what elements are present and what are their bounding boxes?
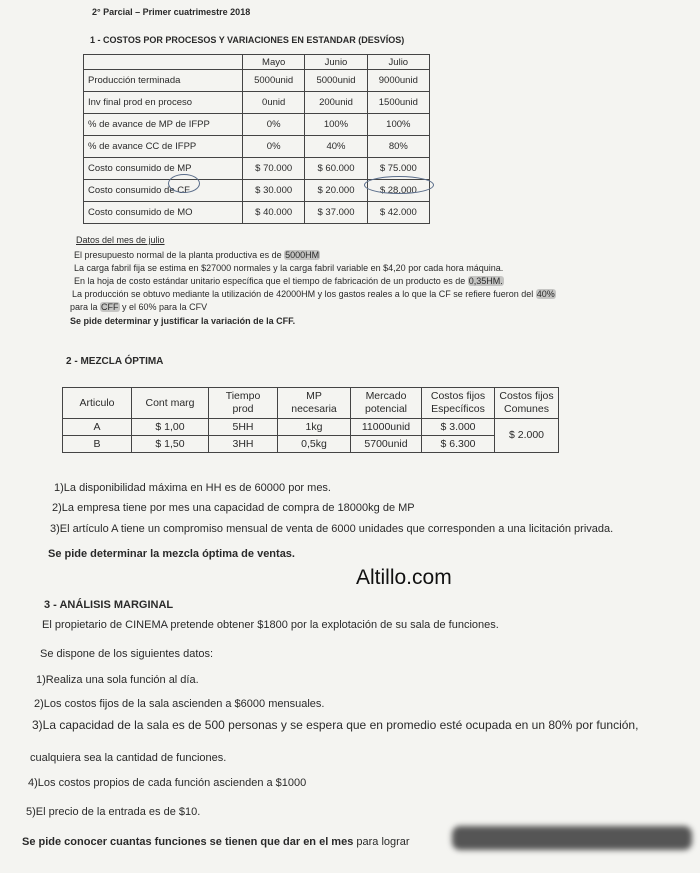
highlighted-value: CFF [101, 302, 119, 312]
header-text: potencial [364, 403, 408, 415]
table-cell: $ 6.300 [422, 436, 495, 453]
section3-intro: El propietario de CINEMA pretende obtener $1800 por la explotación de su sala de funciones. [42, 619, 499, 631]
table-cell: 0% [243, 114, 305, 136]
table-cell: Costo consumido de CF [84, 180, 243, 202]
table-header-cell: Mayo [243, 55, 305, 70]
table-row [63, 436, 559, 453]
optimal-mix-table [62, 387, 559, 453]
table-cell: $ 1,00 [132, 419, 209, 436]
datos-title: Datos del mes de julio [76, 235, 165, 245]
datos-text: El presupuesto normal de la planta productiva es de [74, 250, 285, 260]
table-header-row [63, 388, 559, 419]
header-text: MP [306, 390, 322, 402]
table-cell: Producción terminada [84, 70, 243, 92]
table-header-cell [422, 388, 495, 419]
datos-text: para la [70, 302, 101, 312]
table-cell: $ 37.000 [305, 202, 367, 224]
table-cell: 11000unid [351, 419, 422, 436]
highlighted-value: 0,35HM. [468, 276, 503, 286]
instruction-rest: para lograr [353, 836, 410, 848]
datos-line [70, 302, 207, 312]
table-cell: $ 2.000 [495, 419, 559, 453]
table-header-row [84, 55, 430, 70]
table-cell: $ 75.000 [367, 158, 429, 180]
section2-title: 2 - MEZCLA ÓPTIMA [66, 356, 164, 367]
list-item: 3)La capacidad de la sala es de 500 personas y se espera que en promedio esté ocupada en un 80% por función, [32, 718, 639, 732]
exam-header: 2° Parcial – Primer cuatrimestre 2018 [92, 7, 251, 17]
table-cell: Costo consumido de MO [84, 202, 243, 224]
list-item: 4)Los costos propios de cada función ascienden a $1000 [28, 777, 307, 789]
table-cell: 40% [305, 136, 367, 158]
table-header-cell [495, 388, 559, 419]
table-cell: 5000unid [243, 70, 305, 92]
table-header-cell [63, 388, 132, 419]
section3-instruction [22, 836, 410, 848]
table-cell: 5HH [209, 419, 278, 436]
table-row [84, 202, 430, 224]
pen-circle-mark [168, 174, 200, 193]
datos-line: La carga fabril fija se estima en $27000 normales y la carga fabril variable en $4,20 por cada hora máquina. [74, 263, 504, 273]
table-row [84, 136, 430, 158]
table-header-cell [278, 388, 351, 419]
header-text: necesaria [291, 403, 337, 415]
header-text: Articulo [79, 396, 115, 409]
datos-text: La producción se obtuvo mediante la utilización de 42000HM y los gastos reales a lo que la CF se refiere fueron del [72, 289, 536, 299]
datos-line [74, 276, 504, 286]
list-item: 1)La disponibilidad máxima en HH es de 60000 por mes. [54, 482, 331, 494]
table-row [84, 158, 430, 180]
section2-instruction: Se pide determinar la mezcla óptima de ventas. [48, 548, 295, 560]
list-item: 2)La empresa tiene por mes una capacidad de compra de 18000kg de MP [52, 502, 415, 514]
table-cell: $ 30.000 [243, 180, 305, 202]
table-cell: % de avance CC de IFPP [84, 136, 243, 158]
header-text: Específicos [431, 403, 485, 415]
table-cell: 3HH [209, 436, 278, 453]
table-row [84, 114, 430, 136]
scan-smudge [452, 826, 692, 850]
table-cell: $ 20.000 [305, 180, 367, 202]
table-cell: Inv final prod en proceso [84, 92, 243, 114]
table-cell: $ 60.000 [305, 158, 367, 180]
table-cell: 5700unid [351, 436, 422, 453]
header-text: Tiempo [225, 390, 261, 402]
table-cell: 100% [305, 114, 367, 136]
table-cell: 1500unid [367, 92, 429, 114]
datos-line [74, 250, 320, 260]
table-cell: $ 70.000 [243, 158, 305, 180]
table-cell: $ 40.000 [243, 202, 305, 224]
table-header-cell [132, 388, 209, 419]
header-text: prod [232, 403, 254, 415]
datos-text: En la hoja de costo estándar unitario específica que el tiempo de fabricación de un producto es de [74, 276, 468, 286]
watermark: Altillo.com [356, 566, 452, 589]
table-header-cell [351, 388, 422, 419]
table-row [84, 70, 430, 92]
pen-circle-mark [364, 176, 434, 194]
datos-line [72, 289, 556, 299]
table-cell: Costo consumido de MP [84, 158, 243, 180]
table-cell: $ 1,50 [132, 436, 209, 453]
datos-text: y el 60% para la CFV [119, 302, 208, 312]
table-row [84, 92, 430, 114]
table-cell: 80% [367, 136, 429, 158]
list-item: 3)El artículo A tiene un compromiso mensual de venta de 6000 unidades que corresponden a una licitación privada. [50, 523, 614, 535]
table-cell: 1kg [278, 419, 351, 436]
table-cell: 5000unid [305, 70, 367, 92]
header-text: Comunes [504, 403, 549, 415]
highlighted-value: 5000HM [285, 250, 320, 260]
table-cell: A [63, 419, 132, 436]
list-item: 1)Realiza una sola función al día. [36, 674, 199, 686]
table-header-cell: Julio [367, 55, 429, 70]
list-item: 5)El precio de la entrada es de $10. [26, 806, 201, 818]
table-cell: 0unid [243, 92, 305, 114]
table-row [63, 419, 559, 436]
table-cell: B [63, 436, 132, 453]
section1-instruction: Se pide determinar y justificar la variación de la CFF. [70, 316, 296, 326]
header-text: Costos fijos [430, 390, 486, 402]
table-cell: 0,5kg [278, 436, 351, 453]
process-costs-table [83, 54, 430, 224]
table-header-cell [84, 55, 243, 70]
section3-text: Se dispone de los siguientes datos: [40, 648, 214, 660]
table-cell: $ 28.000 [367, 180, 429, 202]
table-header-cell [209, 388, 278, 419]
list-item: 2)Los costos fijos de la sala ascienden a $6000 mensuales. [34, 698, 325, 710]
instruction-bold: Se pide conocer cuantas funciones se tienen que dar en el mes [22, 836, 354, 848]
list-item: cualquiera sea la cantidad de funciones. [30, 752, 227, 764]
table-cell: 100% [367, 114, 429, 136]
table-cell: 9000unid [367, 70, 429, 92]
header-text: Costos fijos [499, 390, 554, 402]
table-cell: 0% [243, 136, 305, 158]
table-cell: 200unid [305, 92, 367, 114]
table-cell: $ 42.000 [367, 202, 429, 224]
section1-title: 1 - COSTOS POR PROCESOS Y VARIACIONES EN ESTANDAR (DESVÍOS) [90, 35, 405, 45]
table-cell: $ 3.000 [422, 419, 495, 436]
table-cell: % de avance de MP de IFPP [84, 114, 243, 136]
highlighted-value: 40% [536, 289, 555, 299]
header-text: Cont marg [145, 396, 195, 409]
table-header-cell: Junio [305, 55, 367, 70]
section3-title: 3 - ANÁLISIS MARGINAL [44, 599, 174, 611]
header-text: Mercado [365, 390, 407, 402]
